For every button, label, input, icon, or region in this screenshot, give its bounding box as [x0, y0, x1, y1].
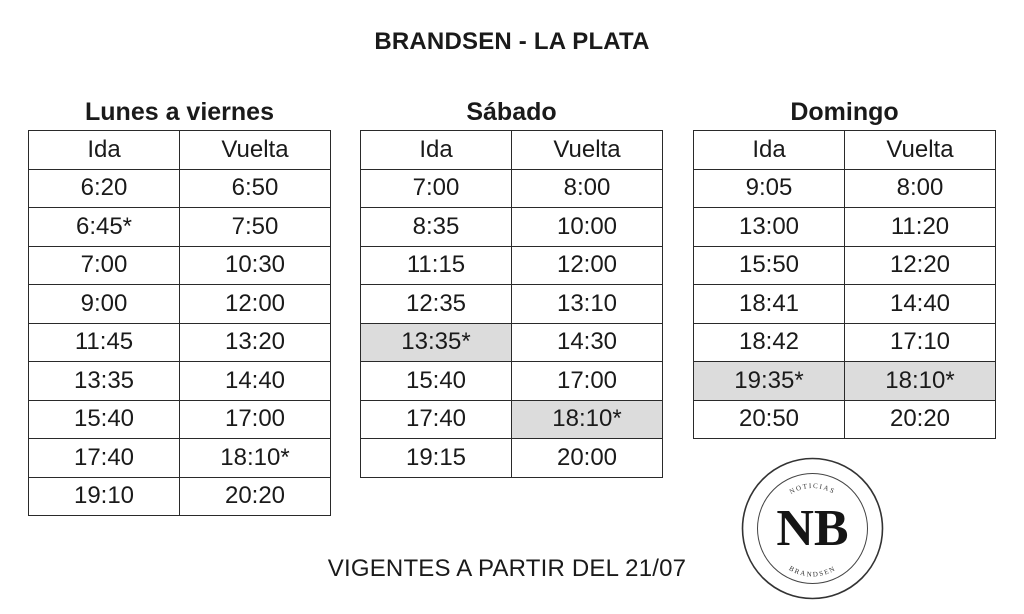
- schedule-block-saturday: [360, 97, 663, 478]
- table-row: [694, 285, 996, 324]
- ida-time-cell: 9:05: [694, 169, 845, 208]
- table-row: [361, 400, 663, 439]
- table-row: [29, 323, 331, 362]
- vuelta-time-cell: 17:10: [845, 323, 996, 362]
- vuelta-time-cell: 20:20: [845, 400, 996, 439]
- ida-time-cell: 17:40: [29, 439, 180, 478]
- column-header-ida: Ida: [29, 131, 180, 170]
- column-header-vuelta: Vuelta: [512, 131, 663, 170]
- vuelta-time-cell: 20:20: [180, 477, 331, 516]
- vuelta-time-cell: 13:20: [180, 323, 331, 362]
- vuelta-time-cell: 17:00: [180, 400, 331, 439]
- logo-seal: [740, 456, 885, 601]
- table-row: [29, 169, 331, 208]
- ida-time-cell: 11:15: [361, 246, 512, 285]
- table-row: [29, 362, 331, 401]
- ida-time-cell: 19:10: [29, 477, 180, 516]
- vuelta-time-cell: 18:10*: [845, 362, 996, 401]
- schedule-table: [360, 130, 663, 478]
- ida-time-cell: 7:00: [29, 246, 180, 285]
- schedule-day-title: Lunes a viernes: [85, 98, 274, 126]
- table-row: [29, 439, 331, 478]
- logo-bottom-text: BRANDSEN: [787, 564, 838, 579]
- vuelta-time-cell: 11:20: [845, 208, 996, 247]
- ida-time-cell: 11:45: [29, 323, 180, 362]
- column-header-ida: Ida: [361, 131, 512, 170]
- ida-time-cell: 13:35*: [361, 323, 512, 362]
- table-row: [694, 246, 996, 285]
- table-row: [361, 169, 663, 208]
- ida-time-cell: 18:41: [694, 285, 845, 324]
- table-row: [29, 400, 331, 439]
- vuelta-time-cell: 8:00: [512, 169, 663, 208]
- vuelta-time-cell: 18:10*: [512, 400, 663, 439]
- ida-time-cell: 19:15: [361, 439, 512, 478]
- table-row: [29, 285, 331, 324]
- table-row: [29, 246, 331, 285]
- schedule-day-title: Domingo: [790, 98, 899, 126]
- table-row: [694, 323, 996, 362]
- vuelta-time-cell: 13:10: [512, 285, 663, 324]
- vuelta-time-cell: 12:20: [845, 246, 996, 285]
- table-row: [361, 362, 663, 401]
- vuelta-time-cell: 8:00: [845, 169, 996, 208]
- vuelta-time-cell: 18:10*: [180, 439, 331, 478]
- schedule-rows: [29, 169, 331, 516]
- table-row: [694, 208, 996, 247]
- column-header-vuelta: Vuelta: [845, 131, 996, 170]
- table-row: [361, 246, 663, 285]
- ida-time-cell: 13:35: [29, 362, 180, 401]
- table-header-row: [694, 131, 996, 170]
- vuelta-time-cell: 10:00: [512, 208, 663, 247]
- ida-time-cell: 15:50: [694, 246, 845, 285]
- table-header-row: [361, 131, 663, 170]
- table-row: [694, 400, 996, 439]
- noticias-brandsen-logo: [740, 456, 885, 601]
- schedule-rows: [694, 169, 996, 439]
- logo-top-text: NOTICIAS: [788, 481, 837, 496]
- vuelta-time-cell: 12:00: [180, 285, 331, 324]
- table-row: [29, 477, 331, 516]
- table-row: [694, 169, 996, 208]
- vuelta-time-cell: 6:50: [180, 169, 331, 208]
- vuelta-time-cell: 14:30: [512, 323, 663, 362]
- ida-time-cell: 9:00: [29, 285, 180, 324]
- vuelta-time-cell: 20:00: [512, 439, 663, 478]
- ida-time-cell: 17:40: [361, 400, 512, 439]
- ida-time-cell: 6:20: [29, 169, 180, 208]
- ida-time-cell: 15:40: [29, 400, 180, 439]
- vuelta-time-cell: 17:00: [512, 362, 663, 401]
- schedule-table: [28, 130, 331, 516]
- page-title: BRANDSEN - LA PLATA: [374, 28, 650, 55]
- column-header-ida: Ida: [694, 131, 845, 170]
- schedule-day-title: Sábado: [466, 98, 557, 126]
- schedule-block-sunday: [693, 97, 996, 439]
- table-row: [361, 208, 663, 247]
- table-row: [29, 208, 331, 247]
- ida-time-cell: 8:35: [361, 208, 512, 247]
- ida-time-cell: 18:42: [694, 323, 845, 362]
- validity-notice: VIGENTES A PARTIR DEL 21/07: [327, 555, 687, 582]
- ida-time-cell: 15:40: [361, 362, 512, 401]
- vuelta-time-cell: 14:40: [180, 362, 331, 401]
- vuelta-time-cell: 14:40: [845, 285, 996, 324]
- ida-time-cell: 7:00: [361, 169, 512, 208]
- ida-time-cell: 13:00: [694, 208, 845, 247]
- vuelta-time-cell: 7:50: [180, 208, 331, 247]
- table-header-row: [29, 131, 331, 170]
- schedule-table: [693, 130, 996, 439]
- ida-time-cell: 20:50: [694, 400, 845, 439]
- vuelta-time-cell: 10:30: [180, 246, 331, 285]
- vuelta-time-cell: 12:00: [512, 246, 663, 285]
- ida-time-cell: 6:45*: [29, 208, 180, 247]
- schedule-rows: [361, 169, 663, 477]
- column-header-vuelta: Vuelta: [180, 131, 331, 170]
- table-row: [361, 323, 663, 362]
- table-row: [361, 285, 663, 324]
- table-row: [694, 362, 996, 401]
- logo-initials: NB: [776, 500, 849, 557]
- ida-time-cell: 12:35: [361, 285, 512, 324]
- schedule-block-weekdays: [28, 97, 331, 516]
- ida-time-cell: 19:35*: [694, 362, 845, 401]
- table-row: [361, 439, 663, 478]
